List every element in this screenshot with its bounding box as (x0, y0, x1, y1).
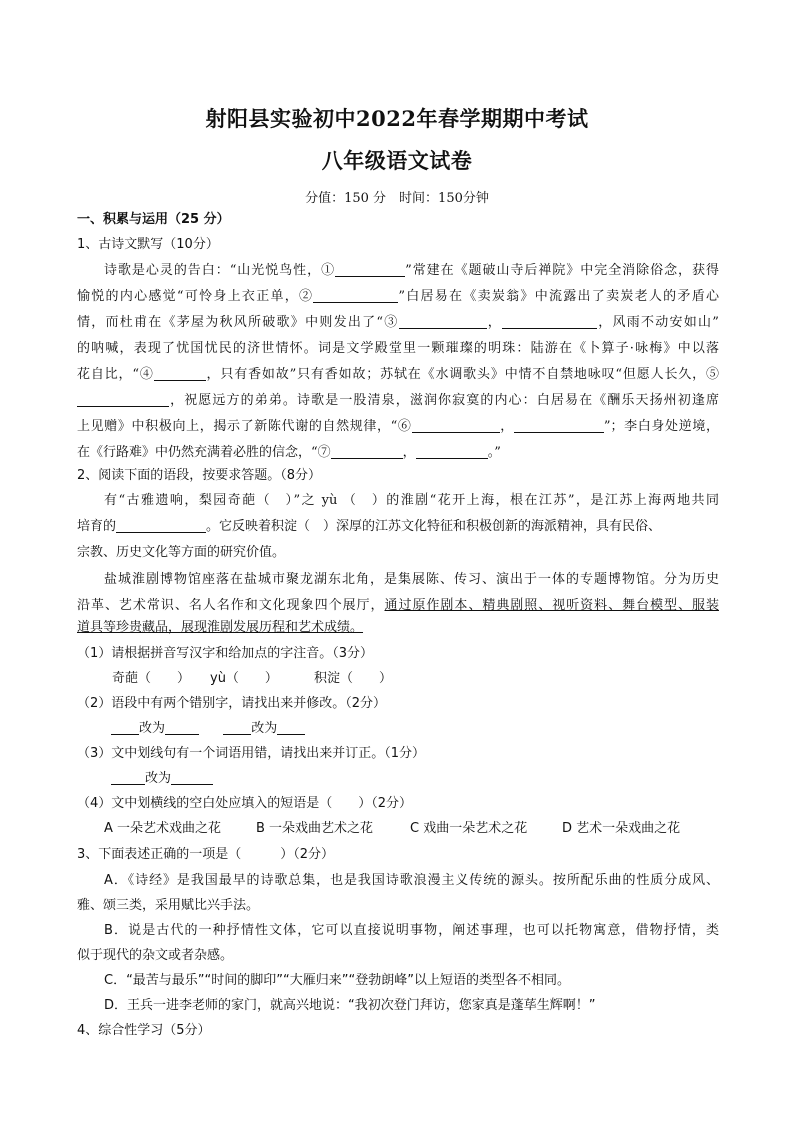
option-b[interactable]: B 一朵戏曲艺术之花 (256, 821, 374, 836)
q1-line (104, 261, 719, 281)
pinyin-item: yù（ ） (210, 671, 278, 686)
q1-text: 。” (487, 445, 501, 460)
q1-text: 上见赠》中积极向上，揭示了新陈代谢的自然规律，“ (77, 419, 398, 434)
pinyin-item: 积淀（ ） (314, 671, 393, 686)
q2-passage-line: 宗教、历史文化等方面的研究价值。 (77, 545, 286, 560)
q2-sub2: （2）语段中有两个错别字，请找出来并修改。（2分） (77, 696, 387, 711)
answer-blank[interactable] (111, 720, 139, 735)
q3-option-d[interactable]: D．王兵一进李老师的家门，就高兴地说：“我初次登门拜访，您家真是蓬荜生辉啊！” (104, 998, 596, 1013)
blank-number: ④ (139, 367, 154, 382)
q2-text: 培育的 (77, 519, 117, 534)
option-d[interactable]: D 艺术一朵戏曲之花 (562, 821, 681, 836)
q1-line (77, 417, 719, 437)
q1-heading: 1、古诗文默写（10分） (77, 237, 219, 252)
q2-text: 沿革、艺术常识、名人名作和文化现象四个展厅， (77, 598, 385, 613)
answer-blank[interactable] (313, 288, 398, 303)
q3-heading: 3、下面表述正确的一项是（ ）（2分） (77, 847, 335, 862)
correction-label: 改为 (145, 771, 172, 786)
q1-text: ， (486, 315, 503, 330)
q3-option-b-cont: 似于现代的杂文或者杂感。 (77, 948, 234, 963)
blank-number: ⑦ (317, 445, 331, 460)
exam-meta: 分值：150 分 时间：150分钟 (305, 191, 489, 206)
q2-passage-line (77, 596, 719, 616)
blank-number: ⑥ (397, 419, 412, 434)
q1-text: 愉悦的内心感觉“可怜身上衣正单， (77, 289, 300, 304)
answer-blank[interactable] (412, 418, 500, 433)
q1-text: 风雨不动安如山” (612, 315, 719, 330)
q2-text: 。它反映着积淀（ ）深厚的江苏文化特征和积极创新的海派精神，具有民俗、 (206, 519, 662, 534)
q2-passage-line (77, 517, 719, 537)
q1-line (77, 443, 719, 463)
blank-number: ① (321, 263, 336, 278)
q1-text: ，只有香如故”只有香如故；苏轼在《水调歌头》中情不自禁地咏叹“但愿人长久， (205, 367, 706, 382)
exam-subtitle: 八年级语文试卷 (321, 148, 473, 173)
blank-number: ⑤ (705, 367, 719, 382)
q1-text: 花自比，“ (77, 367, 140, 382)
answer-blank[interactable] (514, 418, 604, 433)
answer-blank[interactable] (165, 720, 199, 735)
answer-blank[interactable] (116, 518, 206, 533)
option-a[interactable]: A 一朵艺术戏曲之花 (104, 821, 222, 836)
q3-option-c[interactable]: C．“最苦与最乐”“时间的脚印”“大雁归来”“登勃朗峰”以上短语的类型各不相同。 (104, 973, 570, 988)
answer-blank[interactable] (335, 262, 405, 277)
q2-passage-line: 盐城淮剧博物馆座落在盐城市聚龙湖东北角，是集展陈、传习、演出于一体的专题博物馆。分为历史 (104, 572, 719, 587)
q1-text: 诗歌是心灵的告白：“山光悦鸟性， (104, 263, 322, 278)
answer-blank[interactable] (154, 366, 206, 381)
q1-text: ， (597, 315, 613, 330)
pinyin-item: 奇葩（ ） (112, 671, 191, 686)
answer-blank[interactable] (416, 444, 488, 459)
underlined-sentence: 道具等珍贵藏品，展现淮剧发展历程和艺术成绩。 (77, 620, 364, 635)
underlined-sentence: 通过原作剧本、精典剧照、视听资料、舞台模型、服装 (384, 598, 719, 613)
correction-answer (111, 769, 213, 789)
q1-line (77, 313, 719, 333)
q1-text: ”；李白身处逆境， (603, 419, 719, 434)
answer-blank[interactable] (171, 770, 213, 785)
answer-blank[interactable] (277, 720, 305, 735)
q1-text: 情，而杜甫在《茅屋为秋风所破歌》中则发出了“ (77, 315, 383, 330)
q1-text: ”常建在《题破山寺后禅院》中完全消除俗念，获得 (405, 263, 719, 278)
answer-blank[interactable] (77, 392, 169, 407)
q1-text: 在《行路难》中仍然充满着必胜的信念，“ (77, 445, 318, 460)
correction-label: 改为 (251, 721, 278, 736)
q2-sub3: （3）文中划线句有一个词语用错，请找出来并订正。（1分） (77, 746, 426, 761)
exam-title: 射阳县实验初中2022年春学期期中考试 (205, 106, 589, 131)
q1-text: ，祝愿远方的弟弟。诗歌是一股清泉，滋润你寂寞的内心：白居易在《酬乐天扬州初逢席 (169, 393, 719, 408)
blank-number: ② (299, 289, 314, 304)
q2-sub4: （4）文中划横线的空白处应填入的短语是（ ）（2分） (77, 796, 413, 811)
answer-blank[interactable] (502, 314, 597, 329)
q3-option-a[interactable]: A．《诗经》是我国最早的诗歌总集，也是我国诗歌浪漫主义传统的源头。按所配乐曲的性质分成风、 (104, 873, 719, 888)
correction-label: 改为 (139, 721, 166, 736)
correction-answer (111, 719, 305, 739)
q1-text: ”白居易在《卖炭翁》中流露出了卖炭老人的矛盾心 (398, 289, 719, 304)
answer-blank[interactable] (331, 444, 403, 459)
q1-text: ， (499, 419, 514, 434)
q2-passage-line: 有“古雅遗响，梨园奇葩（ ）”之 yù （ ）的淮剧“花开上海，根在江苏”，是江苏上海两地共同 (104, 493, 719, 508)
q1-line (77, 391, 719, 411)
q1-line (77, 365, 719, 385)
q2-heading: 2、阅读下面的语段，按要求答题。（8分） (77, 468, 322, 483)
q4-heading: 4、综合性学习（5分） (77, 1023, 211, 1038)
q1-line: 的呐喊，表现了忧国忧民的济世情怀。词是文学殿堂里一颗璀璨的明珠：陆游在《卜算子·咏梅》中以落 (77, 341, 719, 356)
q2-sub1: （1）请根据拼音写汉字和给加点的字注音。（3分） (77, 646, 374, 661)
q1-text: ， (402, 445, 416, 460)
q3-option-b[interactable]: B．说是古代的一种抒情性文体，它可以直接说明事物，阐述事理，也可以托物寓意，借物抒情，类 (104, 923, 719, 938)
q1-line (77, 287, 719, 307)
section-heading: 一、积累与运用（25 分） (77, 212, 230, 227)
answer-blank[interactable] (111, 770, 145, 785)
q3-option-a-cont: 雅、颂三类，采用赋比兴手法。 (77, 898, 260, 913)
option-c[interactable]: C 戏曲一朵艺术之花 (410, 821, 528, 836)
blank-number: ③ (382, 315, 399, 330)
answer-blank[interactable] (223, 720, 251, 735)
answer-blank[interactable] (399, 314, 487, 329)
